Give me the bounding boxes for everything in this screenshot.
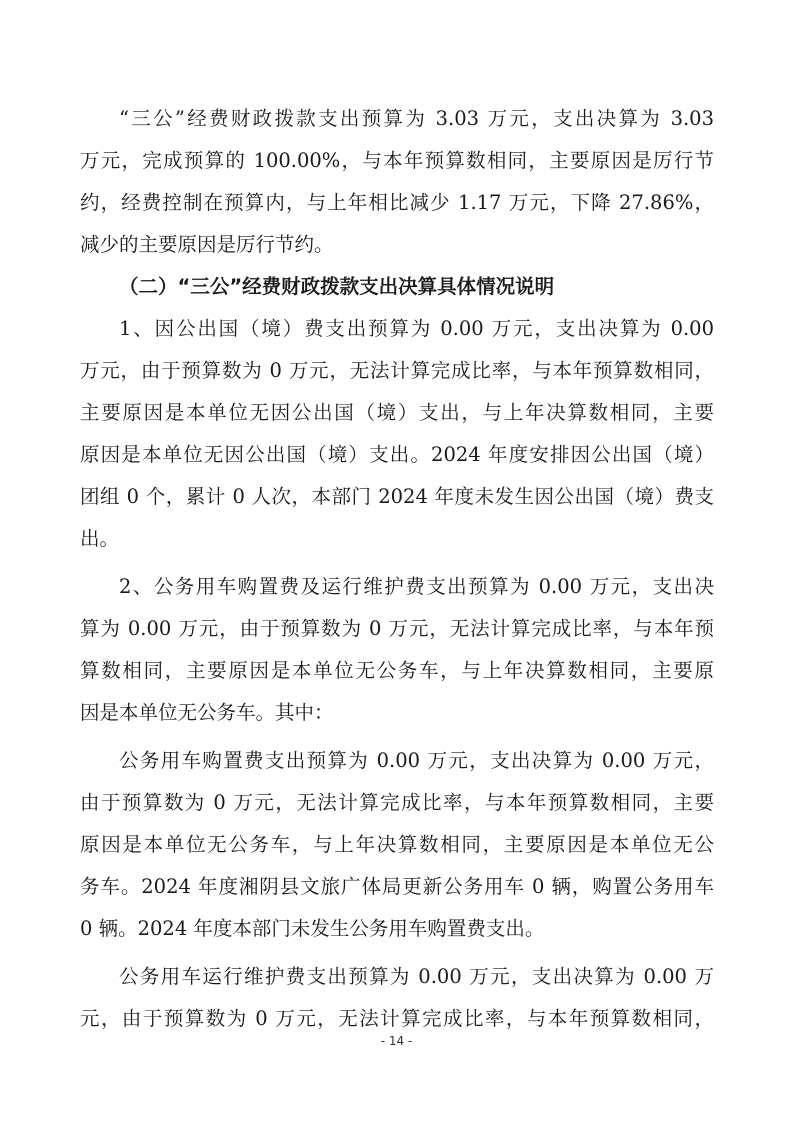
paragraph-vehicle-maintenance xyxy=(80,956,714,1040)
section-heading: （二）“三公”经费财政拨款支出决算具体情况说明 xyxy=(119,275,555,298)
text-line: 约，经费控制在预算内，与上年相比减少 1.17 万元，下降 27.86%， xyxy=(80,191,714,214)
text-line: 务车。2024 年度湘阴县文旅广体局更新公务用车 0 辆，购置公务用车 xyxy=(80,875,714,898)
text-line: 由于预算数为 0 万元，无法计算完成比率，与本年预算数相同，主要 xyxy=(80,791,714,814)
text-line: 算为 0.00 万元，由于预算数为 0 万元，无法计算完成比率，与本年预 xyxy=(80,617,714,640)
text-line: 团组 0 个，累计 0 人次，本部门 2024 年度未发生因公出国（境）费支 xyxy=(80,485,714,508)
text-line: “三公”经费财政拨款支出预算为 3.03 万元，支出决算为 3.03 xyxy=(119,107,714,130)
text-line: 原因是本单位无公务车，与上年决算数相同，主要原因是本单位无公 xyxy=(80,833,714,856)
paragraph-official-vehicles xyxy=(80,566,714,734)
document-page xyxy=(80,98,714,1040)
text-line: 1、因公出国（境）费支出预算为 0.00 万元，支出决算为 0.00 xyxy=(119,317,714,340)
text-line: 元，由于预算数为 0 万元，无法计算完成比率，与本年预算数相同， xyxy=(80,1007,714,1030)
text-line: 万元，完成预算的 100.00%，与本年预算数相同，主要原因是厉行节 xyxy=(80,149,714,172)
text-line: 算数相同，主要原因是本单位无公务车，与上年决算数相同，主要原 xyxy=(80,659,714,682)
text-line: 出。 xyxy=(80,527,120,550)
text-line: 主要原因是本单位无因公出国（境）支出，与上年决算数相同，主要 xyxy=(80,401,714,424)
text-line: 2、公务用车购置费及运行维护费支出预算为 0.00 万元，支出决 xyxy=(119,575,714,598)
text-line: 公务用车运行维护费支出预算为 0.00 万元，支出决算为 0.00 万 xyxy=(119,965,714,988)
text-line: 因是本单位无公务车。其中： xyxy=(80,701,334,724)
text-line: 原因是本单位无因公出国（境）支出。2024 年度安排因公出国（境） xyxy=(80,443,714,466)
text-line: 减少的主要原因是厉行节约。 xyxy=(80,233,334,256)
page-number: - 14 - xyxy=(380,1034,413,1048)
paragraph-overseas-travel xyxy=(80,308,714,560)
text-line: 0 辆。2024 年度本部门未发生公务用车购置费支出。 xyxy=(80,917,545,940)
paragraph-sangong-summary xyxy=(80,98,714,266)
text-line: 万元，由于预算数为 0 万元，无法计算完成比率，与本年预算数相同， xyxy=(80,359,714,382)
text-line: 公务用车购置费支出预算为 0.00 万元，支出决算为 0.00 万元， xyxy=(119,749,714,772)
paragraph-vehicle-purchase xyxy=(80,740,714,950)
